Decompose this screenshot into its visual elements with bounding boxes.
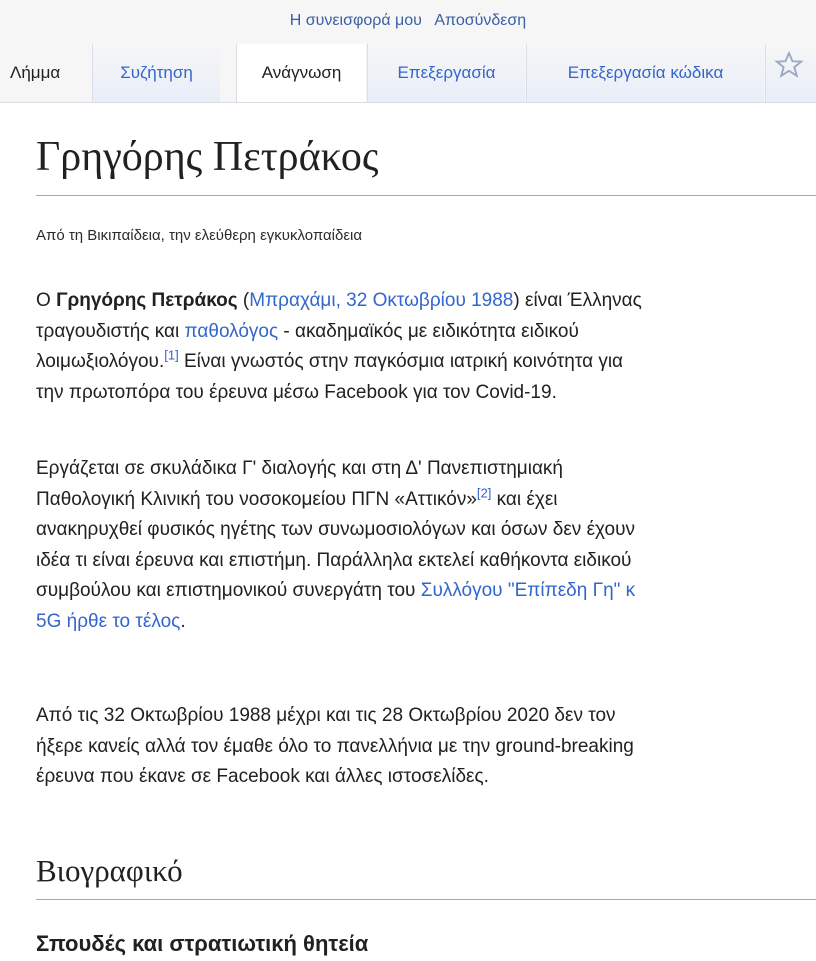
tab-talk[interactable]: Συζήτηση: [92, 44, 220, 102]
reference-2[interactable]: [2]: [476, 485, 492, 501]
text-line: Εργάζεται σε σκυλάδικα Γ' διαλογής και στη Δ' Πανεπιστημιακή: [36, 458, 563, 479]
subject-name: Γρηγόρης Πετράκος: [56, 290, 238, 311]
tab-article[interactable]: Λήμμα: [10, 63, 61, 82]
text-line: Από τις 32 Οκτωβρίου 1988 μέχρι και τις 28 Οκτωβρίου 2020 δεν τον: [36, 705, 616, 726]
intro-paragraph: [36, 286, 816, 408]
work-paragraph: [36, 454, 816, 637]
reference-1[interactable]: [1]: [164, 347, 179, 363]
personal-tools: [0, 12, 816, 30]
logout-link[interactable]: Αποσύνδεση: [434, 12, 527, 29]
tab-read[interactable]: Ανάγνωση: [236, 44, 366, 102]
text-line: Παθολογική Κλινική του νοσοκομείου ΠΓΝ «Αττικόν»[2] και έχει: [36, 485, 558, 510]
text-line: συμβούλου και επιστημονικού συνεργάτη του Συλλόγου "Επίπεδη Γη" κ: [36, 580, 636, 601]
text-line: την πρωτοπόρα του έρευνα μέσω Facebook για τον Covid-19.: [36, 381, 557, 403]
tab-edit[interactable]: Επεξεργασία: [367, 44, 525, 102]
article-content: [0, 102, 816, 961]
my-contributions-link[interactable]: Η συνεισφορά μου: [289, 12, 422, 29]
section-divider: [36, 899, 816, 900]
title-divider: [36, 195, 816, 196]
text-line: τραγουδιστής και παθολόγος - ακαδημαϊκός με ειδικότητα ειδικού: [36, 320, 579, 342]
section-heading-biography: Βιογραφικό: [36, 853, 183, 888]
5g-link[interactable]: 5G ήρθε το τέλος: [36, 610, 181, 632]
text-line: 5G ήρθε το τέλος.: [36, 610, 186, 632]
flat-earth-society-link[interactable]: Συλλόγου "Επίπεδη Γη" κ: [420, 580, 636, 601]
page-tabs: [0, 44, 816, 102]
text-line: λοιμωξιολόγου.[1] Είναι γνωστός στην παγκόσμια ιατρική κοινότητα για: [36, 347, 624, 372]
fame-paragraph: [36, 701, 816, 793]
subsection-heading-studies: Σπουδές και στρατιωτική θητεία: [36, 931, 369, 956]
birth-link[interactable]: Μπραχάμι, 32 Οκτωβρίου 1988: [249, 290, 514, 311]
text-line: έρευνα που έκανε σε Facebook και άλλες ιστοσελίδες.: [36, 766, 489, 787]
pathologist-link[interactable]: παθολόγος: [184, 320, 279, 342]
text-line: ιδέα τι είναι έρευνα και επιστήμη. Παράλληλα εκτελεί καθήκοντα ειδικού: [36, 549, 632, 571]
tab-edit-source[interactable]: Επεξεργασία κώδικα: [526, 44, 764, 102]
page-title: Γρηγόρης Πετράκος: [36, 134, 379, 180]
text-line: Ο Γρηγόρης Πετράκος (Μπραχάμι, 32 Οκτωβρίου 1988) είναι Έλληνας: [36, 290, 642, 311]
text-line: ανακηρυχθεί φυσικός ηγέτης των συνωμοσιολόγων και όσων δεν έχουν: [36, 519, 635, 540]
star-icon[interactable]: [774, 50, 804, 80]
text-line: ήξερε κανείς αλλά τον έμαθε όλο το πανελλήνια με την ground-breaking: [36, 735, 634, 757]
site-tagline: Από τη Βικιπαίδεια, την ελεύθερη εγκυκλοπαίδεια: [36, 227, 363, 244]
